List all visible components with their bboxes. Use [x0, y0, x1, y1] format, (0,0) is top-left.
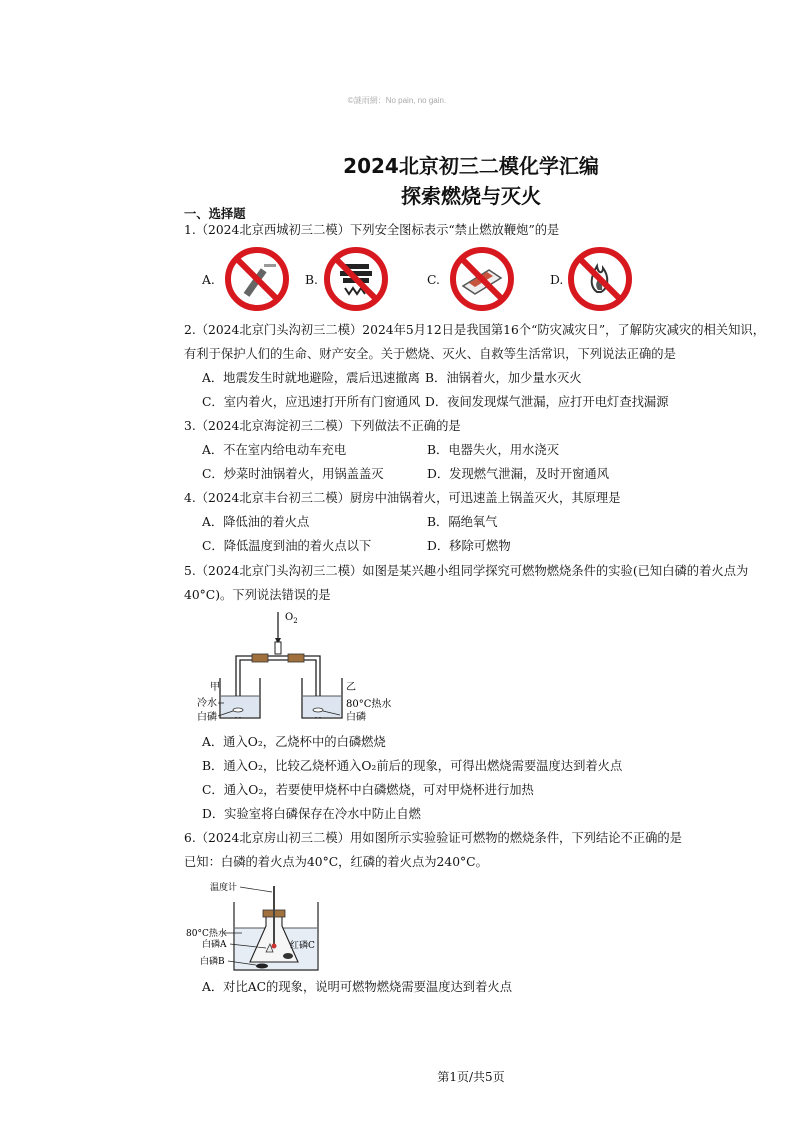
o2-label: $O_2$: [285, 612, 298, 625]
q2-option-b: B．油锅着火，加少量水灭火: [425, 371, 582, 385]
q2-option-d: D．夜间发现煤气泄漏，应打开电灯查找漏源: [425, 395, 669, 409]
q5-stem-line2: 40°C)。下列说法错误的是: [184, 588, 331, 602]
combustion-apparatus-diagram: [190, 606, 400, 726]
jia-label: 甲: [210, 682, 220, 693]
page-subtitle: 探索燃烧与灭火: [401, 184, 541, 208]
q6-stem-line2: 已知：白磷的着火点为40°C，红磷的着火点为240°C。: [184, 855, 488, 869]
q1-stem: 1.（2024北京西城初三二模）下列安全图标表示“禁止燃放鞭炮”的是: [184, 223, 560, 237]
no-open-flame-icon: [567, 246, 633, 312]
q5-stem-line1: 5.（2024北京门头沟初三二模）如图是某兴趣小组同学探究可燃物燃烧条件的实验(已知白磷的着火点为: [184, 564, 749, 578]
q2-stem-line2: 有利于保护人们的生命、财产安全。关于燃烧、灭火、自救等生活常识，下列说法正确的是: [184, 347, 676, 361]
page-footer: 第1页/共5页: [437, 1070, 505, 1084]
q3-option-d: D．发现燃气泄漏，及时开窗通风: [427, 467, 610, 481]
q6-stem-line1: 6.（2024北京房山初三二模）用如图所示实验验证可燃物的燃烧条件，下列结论不正确的是: [184, 831, 683, 845]
no-smoking-icon: [224, 246, 290, 312]
q1-label-b: B.: [305, 273, 318, 287]
white-phosphorus-a-label: 白磷A: [202, 940, 227, 950]
q1-label-c: C.: [427, 273, 440, 287]
q3-option-c: C．炒菜时油锅着火，用锅盖盖灭: [202, 467, 384, 481]
no-matches-icon: [449, 246, 515, 312]
yi-label: 乙: [346, 682, 356, 693]
watermark: ©謎雨網：No pain, no gain.: [347, 96, 447, 105]
hot-water-label: 80°C热水: [346, 699, 392, 710]
thermometer-label: 温度计: [210, 883, 238, 893]
q4-stem: 4.（2024北京丰台初三二模）厨房中油锅着火，可迅速盖上锅盖灭火，其原理是: [184, 491, 621, 505]
q3-option-a: A．不在室内给电动车充电: [202, 443, 347, 457]
white-phosphorus-right-label: 白磷: [346, 712, 366, 723]
q4-option-b: B．隔绝氧气: [427, 515, 498, 529]
q4-option-d: D．移除可燃物: [427, 539, 511, 553]
q2-option-a: A．地震发生时就地避险，震后迅速撤离: [202, 371, 420, 385]
q6-option-a: A．对比AC的现象，说明可燃物燃烧需要温度达到着火点: [202, 980, 512, 994]
q2-stem-line1: 2.（2024北京门头沟初三二模）2024年5月12日是我国第16个“防灾减灾日”，了解防灾减灾的相关知识，: [184, 323, 765, 337]
q3-option-b: B．电器失火，用水浇灭: [427, 443, 560, 457]
q1-label-d: D.: [550, 273, 564, 287]
phosphorus-flask-diagram: [186, 880, 336, 975]
red-phosphorus-c-label: 红磷C: [290, 941, 315, 951]
q5-option-c: C．通入O₂，若要使甲烧杯中白磷燃烧，可对甲烧杯进行加热: [202, 783, 534, 797]
q1-label-a: A.: [202, 273, 215, 287]
hot-water-label: 80°C热水: [186, 929, 227, 939]
no-firecrackers-icon: [323, 246, 389, 312]
q4-option-c: C．降低温度到油的着火点以下: [202, 539, 372, 553]
q4-option-a: A．降低油的着火点: [202, 515, 310, 529]
white-phosphorus-b-label: 白磷B: [200, 957, 225, 967]
q5-option-b: B．通入O₂，比较乙烧杯通入O₂前后的现象，可得出燃烧需要温度达到着火点: [202, 759, 623, 773]
q2-option-c: C．室内着火，应迅速打开所有门窗通风: [202, 395, 421, 409]
section-heading: 一、选择题: [184, 207, 246, 221]
page-title: 2024北京初三二模化学汇编: [343, 154, 599, 178]
q5-option-d: D．实验室将白磷保存在冷水中防止自燃: [202, 807, 421, 821]
q3-stem: 3.（2024北京海淀初三二模）下列做法不正确的是: [184, 419, 461, 433]
cold-water-label: 冷水: [197, 698, 217, 709]
white-phosphorus-left-label: 白磷: [197, 712, 217, 723]
q5-option-a: A．通入O₂，乙烧杯中的白磷燃烧: [202, 735, 386, 749]
